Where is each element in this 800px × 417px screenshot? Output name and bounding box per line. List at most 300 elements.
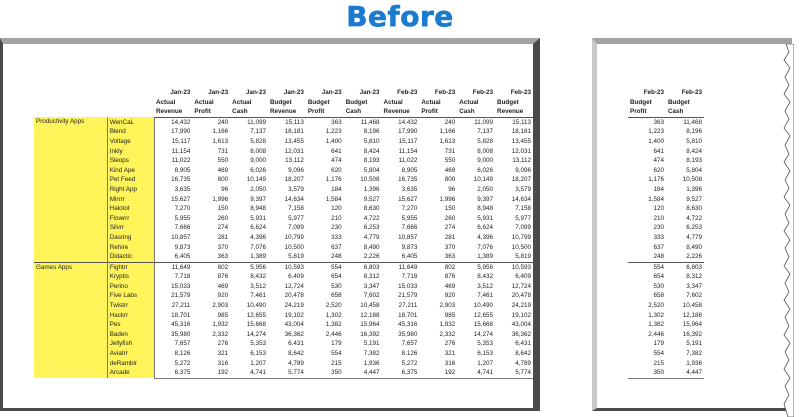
- value-cell: 363: [444, 253, 456, 261]
- app-name: Dasring: [107, 233, 154, 243]
- value-cell: 363: [653, 118, 664, 126]
- value-cell: 7,461: [250, 292, 266, 300]
- value-cell: 15,627: [171, 195, 191, 203]
- value-cell: 5,774: [495, 368, 533, 378]
- column-header-month: Feb-23: [397, 89, 418, 96]
- header-row: [34, 98, 533, 108]
- value-cell: 316: [444, 359, 456, 367]
- value-cell: 1,996: [212, 195, 229, 203]
- value-cell: 7,099: [515, 224, 531, 232]
- column-header-type: Actual: [459, 98, 479, 106]
- value-cell: 15,668: [473, 321, 494, 329]
- app-name: Arcade: [107, 368, 154, 378]
- value-cell: 7,666: [401, 224, 418, 232]
- value-cell: 11,468: [683, 118, 702, 126]
- table-row: [34, 137, 533, 147]
- value-cell: 554: [628, 262, 666, 272]
- column-header-type: Actual: [156, 98, 176, 106]
- value-cell: 370: [217, 243, 229, 251]
- value-cell: 2,332: [212, 330, 229, 338]
- value-cell: 150: [444, 205, 456, 213]
- app-name: Hackrr: [107, 311, 154, 321]
- value-cell: 14,634: [511, 195, 531, 203]
- value-cell: 150: [217, 205, 229, 213]
- value-cell: 2,903: [212, 302, 229, 310]
- value-cell: 15,033: [171, 282, 191, 290]
- column-header-type: Budget: [307, 98, 330, 106]
- value-cell: 15,113: [285, 118, 304, 126]
- value-cell: 6,375: [382, 368, 420, 378]
- table-row: [628, 233, 704, 243]
- value-cell: 620: [331, 166, 342, 174]
- column-header-month: Jan-23: [208, 89, 229, 96]
- value-cell: 274: [217, 224, 229, 232]
- header-row: [628, 107, 704, 117]
- value-cell: 363: [217, 253, 229, 261]
- value-cell: 658: [331, 292, 342, 300]
- value-cell: 11,154: [398, 147, 418, 155]
- table-row: [628, 320, 704, 330]
- value-cell: 8,432: [250, 273, 266, 281]
- value-cell: 1,176: [648, 176, 664, 184]
- table-row: [34, 127, 533, 137]
- value-cell: 10,799: [284, 233, 304, 241]
- value-cell: 350: [306, 368, 344, 378]
- value-cell: 24,219: [511, 302, 531, 310]
- value-cell: 1,223: [325, 128, 342, 136]
- column-header-month: Feb-23: [472, 89, 494, 96]
- value-cell: 281: [444, 233, 456, 241]
- value-cell: 4,789: [288, 359, 304, 367]
- value-cell: 8,630: [363, 205, 380, 213]
- value-cell: 184: [331, 185, 342, 193]
- header-row: [628, 88, 704, 98]
- value-cell: 5,272: [401, 359, 418, 367]
- value-cell: 15,627: [398, 195, 418, 203]
- value-cell: 1,396: [686, 185, 702, 193]
- value-cell: 10,490: [473, 302, 494, 310]
- table-row: [34, 147, 533, 157]
- value-cell: 985: [217, 311, 229, 319]
- value-cell: 10,857: [171, 233, 191, 241]
- value-cell: 350: [628, 368, 666, 378]
- value-cell: 800: [217, 176, 229, 184]
- value-cell: 6,409: [515, 273, 531, 281]
- value-cell: 7,382: [363, 350, 380, 358]
- page-title: Before: [346, 0, 454, 33]
- value-cell: 230: [653, 224, 664, 232]
- header-spacer: [34, 88, 107, 98]
- value-cell: 5,804: [363, 166, 380, 174]
- value-cell: 9,527: [686, 195, 702, 203]
- value-cell: 1,396: [363, 185, 380, 193]
- value-cell: 5,804: [686, 166, 702, 174]
- column-header-metric: Cash: [457, 107, 495, 117]
- value-cell: 7,137: [477, 128, 494, 136]
- value-cell: 16,392: [360, 330, 380, 338]
- value-cell: 192: [419, 368, 457, 378]
- value-cell: 1,613: [439, 137, 456, 145]
- value-cell: 316: [217, 359, 229, 367]
- value-cell: 12,655: [473, 311, 494, 319]
- column-header-month: Jan-23: [170, 89, 191, 96]
- value-cell: 620: [653, 166, 664, 174]
- value-cell: 3,512: [250, 282, 266, 290]
- column-header-type: Budget: [269, 98, 292, 106]
- value-cell: 6,803: [666, 262, 704, 272]
- table-row: [628, 252, 704, 262]
- value-cell: 10,508: [360, 176, 380, 184]
- value-cell: 13,112: [285, 157, 304, 165]
- value-cell: 550: [217, 157, 229, 165]
- value-cell: 96: [221, 185, 229, 193]
- value-cell: 9,000: [477, 157, 494, 165]
- app-name: Blend: [107, 127, 154, 137]
- value-cell: 10,857: [398, 233, 418, 241]
- table-row: [34, 272, 533, 282]
- value-cell: 7,657: [174, 340, 191, 348]
- value-cell: 2,332: [439, 330, 456, 338]
- table-row: [628, 301, 704, 311]
- value-cell: 5,931: [477, 214, 494, 222]
- value-cell: 7,076: [250, 243, 266, 251]
- app-name: Silvrr: [107, 223, 154, 233]
- column-header-type: Budget: [497, 98, 519, 106]
- value-cell: 1,223: [648, 128, 664, 136]
- value-cell: 248: [653, 253, 664, 261]
- table-row: [628, 272, 704, 282]
- value-cell: 281: [217, 233, 229, 241]
- value-cell: 8,432: [477, 273, 494, 281]
- column-header-month: Feb-23: [434, 89, 456, 96]
- value-cell: 641: [653, 147, 664, 155]
- value-cell: 2,520: [325, 302, 342, 310]
- table-row: [628, 282, 704, 292]
- value-cell: 1,389: [477, 253, 494, 261]
- table-row: [34, 117, 533, 127]
- value-cell: 530: [331, 282, 342, 290]
- value-cell: 7,158: [288, 205, 304, 213]
- value-cell: 8,642: [288, 350, 304, 358]
- value-cell: 7,076: [477, 243, 494, 251]
- value-cell: 43,004: [284, 321, 304, 329]
- app-name: Sleops: [107, 156, 154, 166]
- value-cell: 6,803: [344, 262, 382, 272]
- value-cell: 96: [448, 185, 456, 193]
- app-name: Voltage: [107, 137, 154, 147]
- value-cell: 1,176: [325, 176, 342, 184]
- value-cell: 920: [217, 292, 229, 300]
- value-cell: 802: [419, 262, 457, 272]
- value-cell: 1,207: [477, 359, 494, 367]
- value-cell: 9,873: [174, 243, 191, 251]
- value-cell: 18,701: [398, 311, 418, 319]
- value-cell: 19,102: [284, 311, 304, 319]
- value-cell: 554: [306, 262, 344, 272]
- table-row: [34, 195, 533, 205]
- column-header-month: Feb-23: [510, 89, 531, 96]
- value-cell: 2,520: [648, 302, 664, 310]
- column-header-month: Feb-23: [681, 89, 702, 96]
- value-cell: 9,000: [250, 157, 266, 165]
- value-cell: 641: [331, 147, 342, 155]
- table-row: [34, 368, 533, 378]
- value-cell: 36,362: [284, 330, 304, 338]
- value-cell: 8,008: [250, 147, 266, 155]
- value-cell: 6,253: [363, 224, 380, 232]
- value-cell: 10,799: [511, 233, 531, 241]
- value-cell: 5,977: [515, 214, 531, 222]
- value-cell: 654: [331, 273, 342, 281]
- value-cell: 469: [444, 166, 456, 174]
- table-row: [34, 243, 533, 253]
- value-cell: 474: [331, 157, 342, 165]
- value-cell: 4,741: [457, 368, 495, 378]
- table-row: [34, 156, 533, 166]
- value-cell: 179: [331, 340, 342, 348]
- value-cell: 8,905: [401, 166, 418, 174]
- value-cell: 4,447: [666, 368, 704, 378]
- value-cell: 7,657: [401, 340, 418, 348]
- value-cell: 10,458: [682, 302, 702, 310]
- value-cell: 1,302: [648, 311, 664, 319]
- value-cell: 18,181: [284, 128, 304, 136]
- column-header-metric: Profit: [192, 107, 230, 117]
- value-cell: 530: [653, 282, 664, 290]
- column-header-type: Budget: [630, 98, 652, 106]
- value-cell: 637: [653, 243, 664, 251]
- value-cell: 2,050: [477, 185, 494, 193]
- value-cell: 11,099: [474, 118, 494, 126]
- app-name: Perino: [107, 282, 154, 292]
- value-cell: 654: [653, 273, 664, 281]
- value-cell: 27,211: [171, 302, 191, 310]
- value-cell: 18,181: [511, 128, 531, 136]
- value-cell: 3,347: [363, 282, 380, 290]
- value-cell: 2,446: [648, 330, 664, 338]
- value-cell: 14,432: [171, 118, 191, 126]
- value-cell: 6,624: [477, 224, 494, 232]
- value-cell: 8,126: [401, 350, 418, 358]
- value-cell: 8,312: [686, 273, 702, 281]
- value-cell: 8,424: [686, 147, 702, 155]
- value-cell: 12,188: [682, 311, 702, 319]
- value-cell: 5,819: [288, 253, 304, 261]
- value-cell: 21,579: [398, 292, 418, 300]
- value-cell: 15,033: [398, 282, 418, 290]
- column-header-metric: Cash: [344, 107, 382, 117]
- value-cell: 658: [653, 292, 664, 300]
- app-name: Mirrrr: [107, 195, 154, 205]
- value-cell: 8,196: [363, 128, 380, 136]
- value-cell: 550: [444, 157, 456, 165]
- value-cell: 13,112: [512, 157, 531, 165]
- value-cell: 8,490: [363, 243, 380, 251]
- value-cell: 8,193: [363, 157, 380, 165]
- app-name: deRamblr: [107, 359, 154, 369]
- value-cell: 7,382: [686, 350, 702, 358]
- table-row: [628, 214, 704, 224]
- app-name: Inkly: [107, 147, 154, 157]
- value-cell: 3,347: [686, 282, 702, 290]
- value-cell: 9,397: [250, 195, 266, 203]
- value-cell: 45,316: [398, 321, 418, 329]
- app-name: Aviatrr: [107, 349, 154, 359]
- value-cell: 9,096: [515, 166, 531, 174]
- value-cell: 215: [653, 359, 664, 367]
- value-cell: 11,022: [171, 157, 191, 165]
- value-cell: 8,905: [174, 166, 191, 174]
- table-row: [34, 349, 533, 359]
- value-cell: 7,718: [401, 273, 418, 281]
- value-cell: 8,193: [686, 157, 702, 165]
- value-cell: 8,312: [363, 273, 380, 281]
- header-spacer: [107, 98, 154, 108]
- data-table-right: [628, 88, 704, 379]
- value-cell: 3,579: [515, 185, 531, 193]
- value-cell: 1,166: [212, 128, 229, 136]
- table-row: [34, 204, 533, 214]
- value-cell: 16,392: [682, 330, 702, 338]
- value-cell: 4,789: [515, 359, 531, 367]
- column-header-type: Actual: [383, 98, 403, 106]
- table-row: [34, 233, 533, 243]
- value-cell: 14,274: [246, 330, 266, 338]
- value-cell: 24,219: [284, 302, 304, 310]
- value-cell: 4,447: [344, 368, 382, 378]
- value-cell: 35,980: [398, 330, 418, 338]
- header-row: [34, 88, 533, 98]
- value-cell: 7,158: [515, 205, 531, 213]
- value-cell: 12,188: [360, 311, 380, 319]
- value-cell: 27,211: [398, 302, 418, 310]
- value-cell: 1,996: [439, 195, 456, 203]
- app-name: Fightrr: [107, 262, 154, 272]
- value-cell: 17,990: [171, 128, 191, 136]
- column-header-type: Actual: [194, 98, 214, 106]
- app-name: Jellyfish: [107, 339, 154, 349]
- value-cell: 12,031: [284, 147, 304, 155]
- column-header-month: Jan-23: [283, 89, 304, 96]
- table-row: [628, 262, 704, 272]
- value-cell: 8,126: [174, 350, 191, 358]
- group-label: Productivity Apps: [34, 117, 107, 262]
- value-cell: 14,634: [284, 195, 304, 203]
- value-cell: 6,405: [174, 253, 191, 261]
- table-row: [34, 262, 533, 272]
- column-header-month: Jan-23: [321, 89, 342, 96]
- app-name: Kryptis: [107, 272, 154, 282]
- table-row: [628, 147, 704, 157]
- value-cell: 6,405: [401, 253, 418, 261]
- value-cell: 10,593: [268, 262, 306, 272]
- value-cell: 16,735: [171, 176, 191, 184]
- value-cell: 210: [331, 214, 342, 222]
- value-cell: 9,397: [477, 195, 494, 203]
- app-name: Flowrrr: [107, 214, 154, 224]
- value-cell: 12,724: [284, 282, 304, 290]
- column-header-metric: Profit: [306, 107, 344, 117]
- column-header-type: Budget: [668, 98, 690, 106]
- value-cell: 3,512: [477, 282, 494, 290]
- value-cell: 8,642: [515, 350, 531, 358]
- value-cell: 469: [217, 166, 229, 174]
- header-spacer: [107, 107, 154, 117]
- value-cell: 7,137: [250, 128, 266, 136]
- value-cell: 4,741: [230, 368, 268, 378]
- value-cell: 5,956: [230, 262, 268, 272]
- value-cell: 43,004: [511, 321, 531, 329]
- value-cell: 5,819: [515, 253, 531, 261]
- value-cell: 7,270: [401, 205, 418, 213]
- table-row: [34, 330, 533, 340]
- app-name: Right App: [107, 185, 154, 195]
- value-cell: 15,113: [512, 118, 531, 126]
- value-cell: 276: [444, 340, 456, 348]
- table-row: [628, 330, 704, 340]
- value-cell: 6,253: [686, 224, 702, 232]
- table-row: [34, 311, 533, 321]
- app-name: WenCaL: [107, 117, 154, 127]
- value-cell: 274: [444, 224, 456, 232]
- value-cell: 554: [331, 350, 342, 358]
- table-row: [628, 291, 704, 301]
- value-cell: 13,455: [284, 137, 304, 145]
- value-cell: 4,396: [250, 233, 266, 241]
- value-cell: 1,936: [686, 359, 702, 367]
- value-cell: 5,191: [686, 340, 702, 348]
- value-cell: 8,424: [363, 147, 380, 155]
- value-cell: 7,099: [288, 224, 304, 232]
- value-cell: 9,096: [288, 166, 304, 174]
- value-cell: 4,396: [477, 233, 494, 241]
- value-cell: 10,500: [511, 243, 531, 251]
- column-header-metric: Revenue: [382, 107, 420, 117]
- value-cell: 6,409: [288, 273, 304, 281]
- value-cell: 1,302: [325, 311, 342, 319]
- table-row: [628, 368, 704, 378]
- app-name: Didactic: [107, 252, 154, 262]
- value-cell: 5,828: [477, 137, 494, 145]
- value-cell: 1,584: [648, 195, 664, 203]
- table-row: [628, 339, 704, 349]
- value-cell: 10,490: [246, 302, 266, 310]
- table-row: [628, 243, 704, 253]
- value-cell: 363: [331, 118, 342, 126]
- app-name: Twistrr: [107, 301, 154, 311]
- column-header-month: Jan-23: [246, 89, 266, 96]
- header-spacer: [107, 88, 154, 98]
- column-header-metric: Revenue: [495, 107, 533, 117]
- value-cell: 12,031: [511, 147, 531, 155]
- value-cell: 10,458: [360, 302, 380, 310]
- column-header-type: Actual: [421, 98, 441, 106]
- table-row: [628, 185, 704, 195]
- value-cell: 1,207: [250, 359, 266, 367]
- value-cell: 3,635: [401, 185, 418, 193]
- value-cell: 260: [217, 214, 229, 222]
- value-cell: 2,903: [439, 302, 456, 310]
- value-cell: 2,226: [686, 253, 702, 261]
- table-row: [34, 282, 533, 292]
- value-cell: 7,270: [174, 205, 191, 213]
- value-cell: 5,353: [477, 340, 494, 348]
- value-cell: 36,362: [511, 330, 531, 338]
- value-cell: 474: [653, 157, 664, 165]
- value-cell: 5,191: [363, 340, 380, 348]
- value-cell: 184: [653, 185, 664, 193]
- value-cell: 240: [217, 118, 229, 126]
